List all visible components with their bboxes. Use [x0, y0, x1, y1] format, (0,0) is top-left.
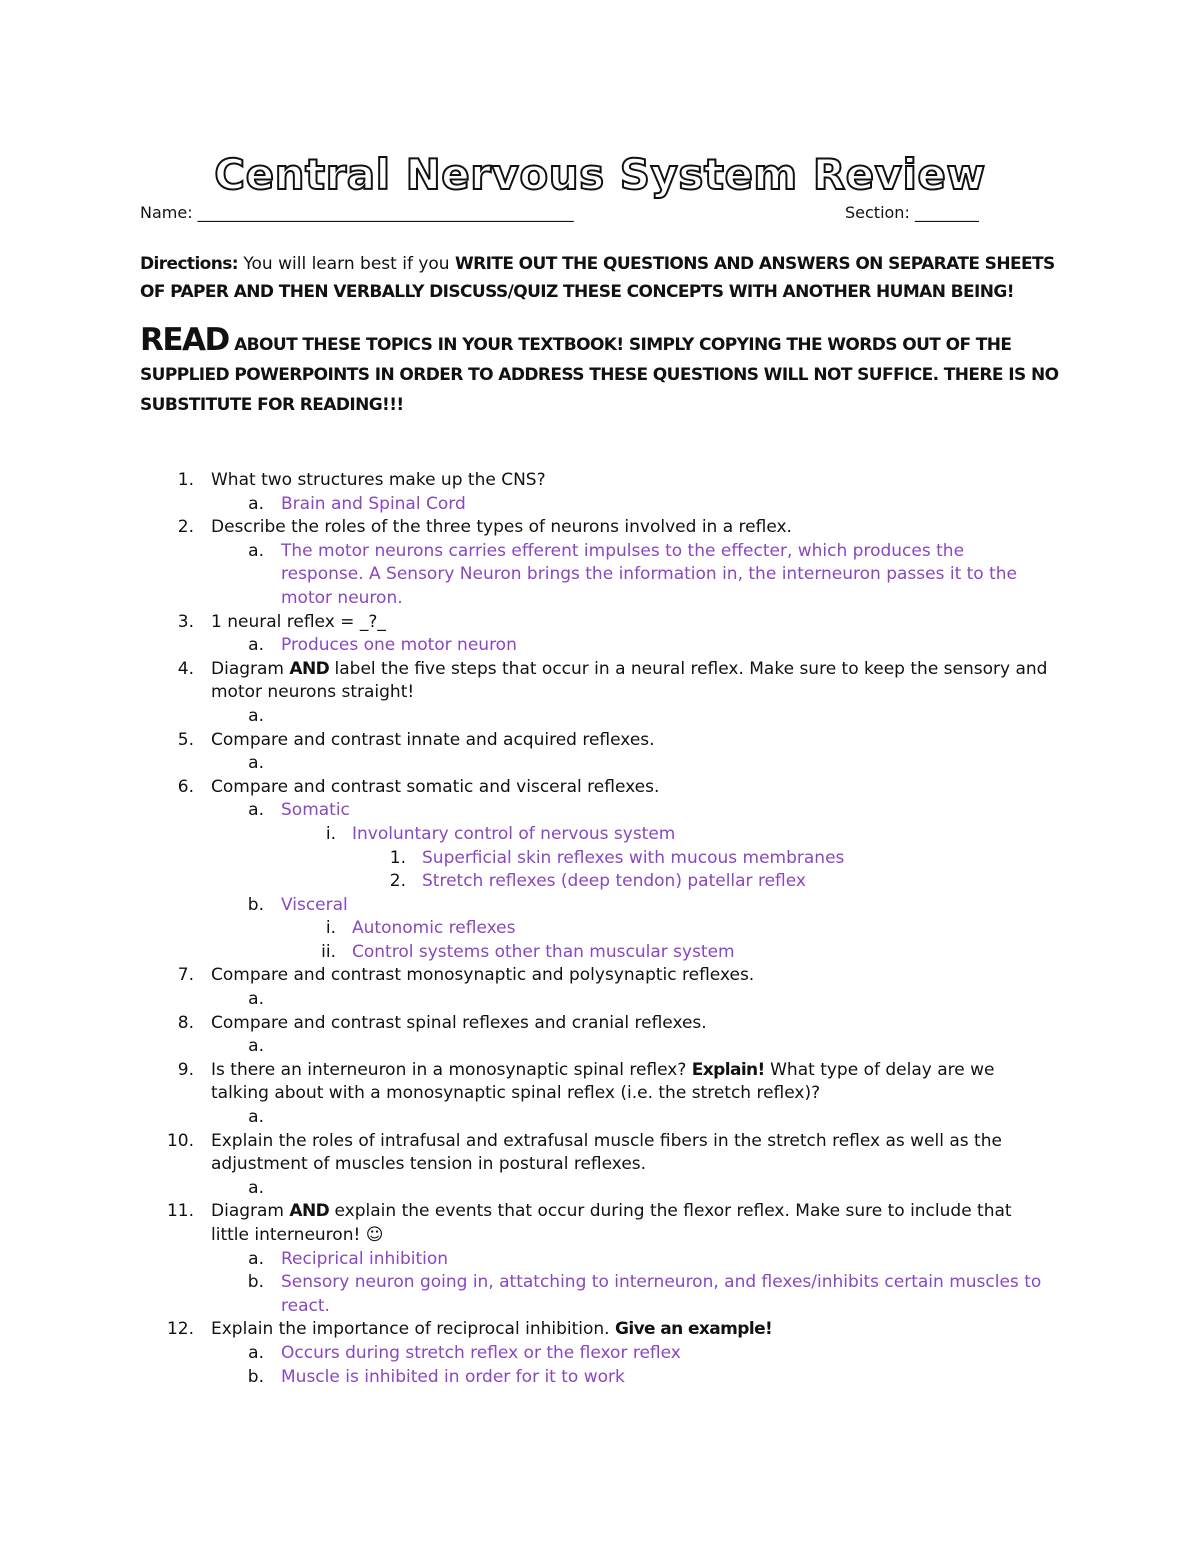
line-text: The motor neurons carries efferent impulses to the effecter, which produces the — [281, 540, 965, 561]
answer-text — [281, 493, 466, 517]
list-marker: ii. — [321, 941, 336, 962]
list-marker: 2. — [177, 517, 194, 538]
question-line — [0, 729, 1200, 753]
line-text: response. A Sensory Neuron brings the information in, the interneuron passes it to the — [281, 564, 1018, 585]
list-marker: a. — [248, 1248, 264, 1269]
emphasis-text: Give an example! — [614, 1319, 773, 1340]
answer-text — [281, 634, 517, 658]
directions-text: You will learn best if you — [237, 254, 455, 274]
read-text: ABOUT THESE TOPICS IN YOUR TEXTBOOK! SIMPLY COPYING THE WORDS OUT OF THE SUPPLIED POWERPOINTS IN ORDER TO ADDRESS THESE QUESTIONS WILL NOT SUFFICE. THERE IS NO SUBSTITUTE FOR READING!!! — [140, 335, 1059, 415]
answer-text — [352, 917, 515, 941]
list-marker: 11. — [166, 1201, 194, 1222]
list-marker: b. — [247, 1366, 264, 1387]
list-marker: 5. — [177, 729, 194, 750]
answer-line — [0, 563, 1200, 587]
question-line — [0, 469, 1200, 493]
list-marker: i. — [325, 918, 336, 939]
line-text: adjustment of muscles tension in postural reflexes. — [211, 1154, 647, 1175]
answer-text — [281, 1342, 681, 1366]
answer-line — [0, 1366, 1200, 1390]
list-marker: a. — [248, 1036, 264, 1057]
line-text: 1 neural reflex = _?_ — [211, 611, 386, 632]
question-text — [211, 1082, 820, 1106]
question-text — [211, 776, 659, 800]
answer-text — [352, 941, 735, 965]
answer-text — [281, 563, 1017, 587]
question-line — [0, 681, 1200, 705]
answer-line — [0, 1035, 1200, 1059]
line-text: Superficial skin reflexes with mucous membranes — [422, 847, 845, 868]
question-text — [211, 1059, 994, 1083]
question-line — [0, 516, 1200, 540]
line-text: Brain and Spinal Cord — [281, 493, 466, 514]
answer-text — [422, 847, 844, 871]
question-line — [0, 776, 1200, 800]
read-heading: READ — [140, 322, 229, 358]
list-marker: 8. — [177, 1012, 194, 1033]
list-marker: a. — [248, 1107, 264, 1128]
emphasis-text: AND — [289, 658, 330, 679]
question-line — [0, 1012, 1200, 1036]
answer-line — [0, 823, 1200, 847]
read-notice — [140, 322, 1070, 420]
directions-emphasis: WRITE OUT THE QUESTIONS AND ANSWERS ON SEPARATE SHEETS OF PAPER AND THEN VERBALLY DISCUSS/QUIZ THESE CONCEPTS WITH ANOTHER HUMAN BEING! — [140, 254, 1055, 302]
question-text — [211, 1318, 772, 1342]
answer-text — [352, 823, 675, 847]
answer-text — [281, 894, 348, 918]
list-marker: a. — [248, 1177, 264, 1198]
line-text: little interneuron! ☺ — [211, 1225, 384, 1245]
list-marker: a. — [248, 1342, 264, 1363]
question-line — [0, 611, 1200, 635]
answer-line — [0, 1248, 1200, 1272]
question-line — [0, 1318, 1200, 1342]
answer-line — [0, 988, 1200, 1012]
line-text: Diagram — [211, 658, 290, 679]
page-title: Central Nervous System Review — [214, 150, 986, 199]
line-text: react. — [281, 1295, 330, 1316]
question-text — [211, 1012, 707, 1036]
emphasis-text: Explain! — [691, 1059, 765, 1080]
line-text: Occurs during stretch reflex or the flexor reflex — [281, 1342, 681, 1363]
list-marker: 10. — [166, 1130, 194, 1151]
question-list — [0, 469, 1200, 1389]
answer-line — [0, 870, 1200, 894]
answer-text — [281, 540, 964, 564]
list-marker: a. — [248, 635, 264, 656]
question-text — [211, 1200, 1012, 1224]
list-marker: a. — [248, 753, 264, 774]
answer-line — [0, 493, 1200, 517]
line-text: Stretch reflexes (deep tendon) patellar reflex — [422, 871, 806, 892]
answer-line — [0, 917, 1200, 941]
directions-paragraph — [140, 250, 1070, 306]
answer-line — [0, 752, 1200, 776]
list-marker: b. — [247, 894, 264, 915]
answer-line — [0, 587, 1200, 611]
list-marker: 1. — [177, 470, 194, 490]
directions-label: Directions: — [140, 254, 238, 274]
line-text: Muscle is inhibited in order for it to work — [281, 1366, 625, 1387]
list-marker: 7. — [177, 965, 194, 986]
answer-line — [0, 1271, 1200, 1295]
answer-line — [0, 540, 1200, 564]
line-text-continued: label the five steps that occur in a neural reflex. Make sure to keep the sensory and — [329, 658, 1048, 679]
answer-line — [0, 1295, 1200, 1319]
line-text: What two structures make up the CNS? — [211, 470, 546, 490]
list-marker: a. — [248, 705, 264, 726]
list-marker: 4. — [177, 658, 194, 679]
question-text — [211, 964, 754, 988]
line-text-continued: explain the events that occur during the flexor reflex. Make sure to include that — [329, 1201, 1012, 1222]
question-text — [211, 681, 414, 705]
list-marker: b. — [247, 1272, 264, 1293]
answer-line — [0, 634, 1200, 658]
answer-line — [0, 705, 1200, 729]
line-text: Compare and contrast somatic and visceral reflexes. — [211, 776, 660, 797]
list-marker: 1. — [389, 847, 406, 868]
question-line — [0, 1200, 1200, 1224]
question-text — [211, 658, 1047, 682]
line-text: Autonomic reflexes — [352, 918, 516, 939]
question-line — [0, 964, 1200, 988]
answer-line — [0, 799, 1200, 823]
name-field[interactable]: Name: _______________________________________________ — [140, 203, 574, 222]
question-line — [0, 1130, 1200, 1154]
emphasis-text: AND — [289, 1201, 330, 1222]
line-text: Explain the roles of intrafusal and extrafusal muscle fibers in the stretch reflex as well as the — [211, 1130, 1002, 1151]
list-marker: a. — [248, 493, 264, 514]
line-text: Is there an interneuron in a monosynaptic spinal reflex? — [211, 1059, 692, 1080]
line-text: Compare and contrast monosynaptic and polysynaptic reflexes. — [211, 965, 755, 986]
question-text — [211, 469, 546, 493]
question-text — [211, 611, 386, 635]
answer-line — [0, 847, 1200, 871]
line-text: motor neurons straight! — [211, 682, 415, 703]
line-text: talking about with a monosynaptic spinal reflex (i.e. the stretch reflex)? — [211, 1083, 821, 1104]
answer-text — [281, 1295, 330, 1319]
list-marker: a. — [248, 540, 264, 561]
list-marker: a. — [248, 989, 264, 1010]
question-text — [211, 1130, 1002, 1154]
answer-line — [0, 1342, 1200, 1366]
answer-text — [422, 870, 806, 894]
question-line — [0, 1059, 1200, 1083]
line-text: Reciprical inhibition — [281, 1248, 449, 1269]
list-marker: 12. — [166, 1319, 194, 1340]
list-marker: a. — [248, 800, 264, 821]
line-text: Explain the importance of reciprocal inhibition. — [211, 1319, 615, 1340]
line-text: Produces one motor neuron — [281, 635, 517, 656]
question-line — [0, 658, 1200, 682]
line-text: Sensory neuron going in, attatching to interneuron, and flexes/inhibits certain muscles to — [281, 1272, 1042, 1293]
answer-line — [0, 1177, 1200, 1201]
question-text — [211, 729, 655, 753]
question-text — [211, 1224, 383, 1248]
answer-line — [0, 894, 1200, 918]
answer-text — [281, 1366, 625, 1390]
list-marker: 6. — [177, 776, 194, 797]
answer-text — [281, 1271, 1041, 1295]
line-text: Control systems other than muscular system — [352, 941, 735, 962]
name-section-line — [140, 203, 1060, 227]
list-marker: 3. — [177, 611, 194, 632]
answer-line — [0, 941, 1200, 965]
line-text: Describe the roles of the three types of neurons involved in a reflex. — [211, 517, 792, 538]
line-text: Visceral — [281, 894, 348, 915]
line-text: motor neuron. — [281, 587, 403, 608]
answer-text — [281, 587, 403, 611]
line-text: Compare and contrast innate and acquired reflexes. — [211, 729, 655, 750]
section-field[interactable]: Section: ________ — [845, 203, 979, 222]
question-line — [0, 1153, 1200, 1177]
line-text: Involuntary control of nervous system — [352, 823, 676, 844]
list-marker: 2. — [389, 871, 406, 892]
list-marker: i. — [325, 823, 336, 844]
line-text: Somatic — [281, 800, 350, 821]
question-line — [0, 1224, 1200, 1248]
line-text-continued: What type of delay are we — [764, 1059, 995, 1080]
question-line — [0, 1082, 1200, 1106]
question-text — [211, 516, 792, 540]
line-text: Diagram — [211, 1201, 290, 1222]
list-marker: 9. — [177, 1059, 194, 1080]
answer-text — [281, 1248, 448, 1272]
question-text — [211, 1153, 646, 1177]
line-text: Compare and contrast spinal reflexes and cranial reflexes. — [211, 1012, 707, 1033]
answer-line — [0, 1106, 1200, 1130]
answer-text — [281, 799, 350, 823]
